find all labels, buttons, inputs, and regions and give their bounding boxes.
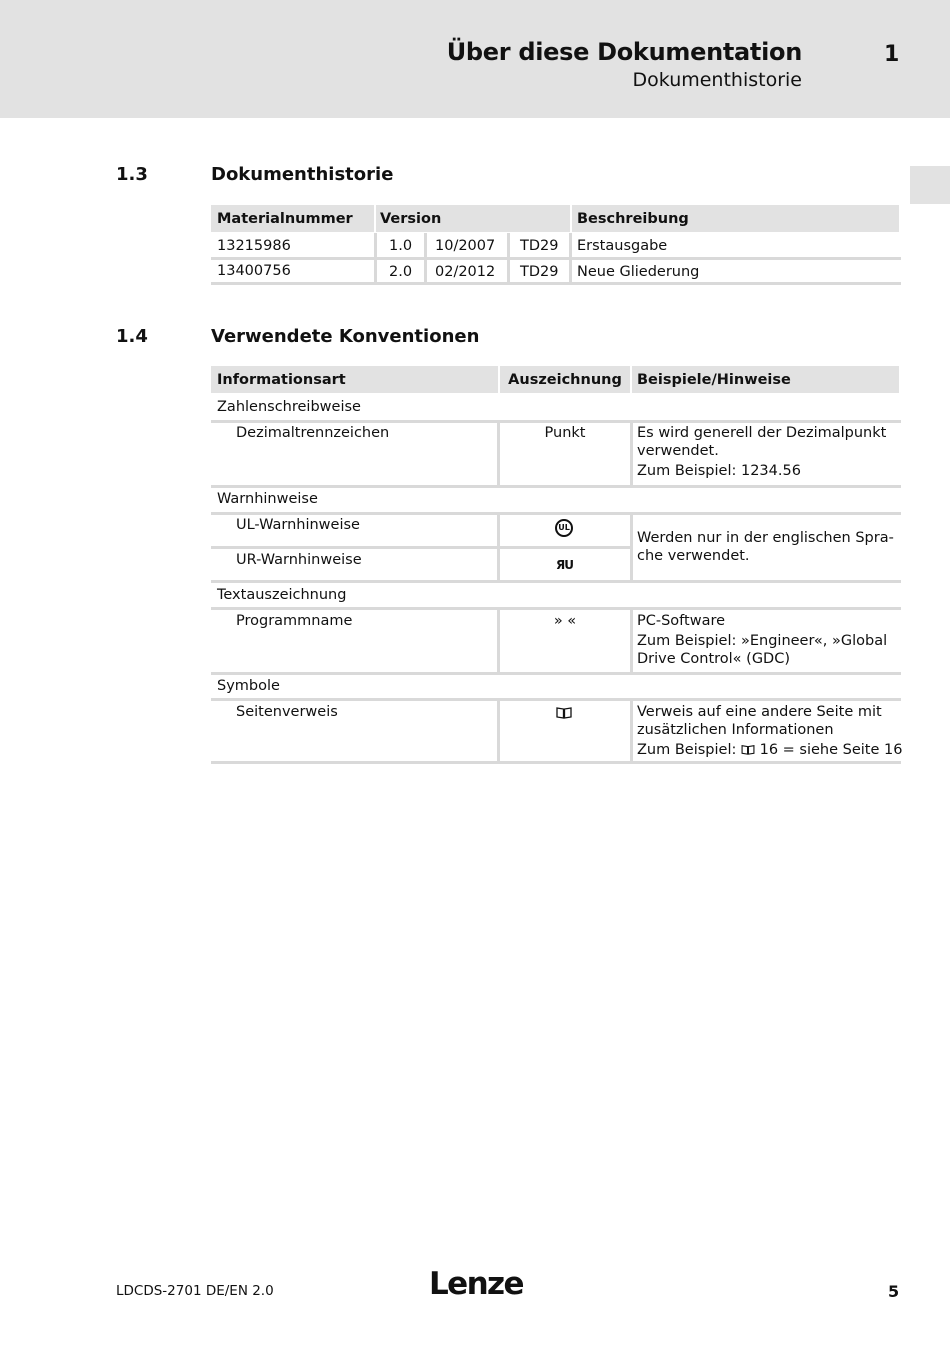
ul-listed-icon: UL — [555, 519, 573, 537]
book-icon — [556, 706, 572, 719]
table-cell: 1.0 — [389, 238, 413, 254]
chapter-side-tab — [910, 166, 950, 204]
lenze-logo: Lenze — [429, 1266, 523, 1302]
chapter-number: 1 — [884, 42, 900, 67]
row-divider — [211, 761, 901, 764]
column-divider — [630, 513, 633, 581]
row-divider — [211, 546, 631, 549]
section-number: 1.3 — [116, 164, 148, 185]
note-line: Es wird generell der Dezimalpunkt — [637, 425, 887, 441]
section-number: 1.4 — [116, 326, 148, 347]
row-divider — [211, 257, 901, 260]
row-divider — [211, 282, 901, 285]
group-label: Warnhinweise — [217, 491, 318, 507]
row-divider — [211, 607, 901, 610]
note-line: PC-Software — [637, 613, 726, 629]
note-line: Zum Beispiel: »Engineer«, »Global — [637, 633, 888, 649]
note-line: verwendet. — [637, 443, 719, 459]
note-line: Zum Beispiel: 1234.56 — [637, 463, 801, 479]
table-cell: TD29 — [520, 238, 559, 254]
row-divider — [211, 580, 901, 583]
chapter-title: Über diese Dokumentation — [446, 38, 802, 66]
section-title: Dokumenthistorie — [211, 164, 394, 185]
column-header: Auszeichnung — [508, 372, 622, 388]
note-line: che verwendet. — [637, 548, 750, 564]
item-label: Programmname — [236, 613, 353, 629]
column-header: Beispiele/Hinweise — [637, 372, 791, 388]
table-cell: 2.0 — [389, 264, 413, 280]
column-divider — [497, 608, 500, 672]
column-divider — [497, 513, 500, 581]
column-header: Beschreibung — [577, 211, 689, 227]
table-cell: 13400756 — [217, 263, 291, 279]
column-header: Informationsart — [217, 372, 346, 388]
note-example — [637, 741, 902, 759]
row-divider — [211, 485, 901, 488]
page-number: 5 — [888, 1282, 900, 1301]
table-cell: 02/2012 — [435, 264, 496, 280]
row-divider — [211, 420, 901, 423]
column-header: Version — [380, 211, 442, 227]
table-cell: TD29 — [520, 264, 559, 280]
row-divider — [211, 698, 901, 701]
item-label: Dezimaltrennzeichen — [236, 425, 390, 441]
table-cell: Neue Gliederung — [577, 264, 700, 280]
note-line: zusätzlichen Informationen — [637, 722, 834, 738]
item-label: UL-Warnhinweise — [236, 517, 360, 533]
table-cell: 10/2007 — [435, 238, 496, 254]
column-header: Materialnummer — [217, 211, 353, 227]
column-divider — [497, 699, 500, 761]
row-divider — [211, 512, 901, 515]
note-example-suffix: 16 = siehe Seite 16 — [759, 742, 903, 758]
note-line: Verweis auf eine andere Seite mit — [637, 704, 882, 720]
item-label: Seitenverweis — [236, 704, 338, 720]
group-label: Symbole — [217, 678, 280, 694]
section-title: Verwendete Konventionen — [211, 326, 480, 347]
group-label: Zahlenschreibweise — [217, 399, 361, 415]
page-header — [0, 0, 950, 118]
document-id: LDCDS-2701 DE/EN 2.0 — [116, 1283, 274, 1299]
note-example-prefix: Zum Beispiel: — [637, 742, 737, 758]
table-cell: 13215986 — [217, 238, 291, 254]
column-divider — [630, 608, 633, 672]
table-cell: Erstausgabe — [577, 238, 668, 254]
chapter-subtitle: Dokumenthistorie — [632, 69, 802, 91]
column-divider — [630, 421, 633, 485]
note-line: Werden nur in der englischen Spra- — [637, 530, 894, 546]
item-label: UR-Warnhinweise — [236, 552, 362, 568]
row-divider — [211, 672, 901, 675]
column-divider — [630, 699, 633, 761]
column-divider — [497, 421, 500, 485]
marking-text: Punkt — [544, 425, 586, 441]
book-icon — [741, 744, 755, 755]
ur-recognized-icon: ЯU — [556, 558, 573, 572]
group-label: Textauszeichnung — [217, 587, 347, 603]
marking-text: » « — [553, 613, 577, 629]
note-line: Drive Control« (GDC) — [637, 651, 791, 667]
